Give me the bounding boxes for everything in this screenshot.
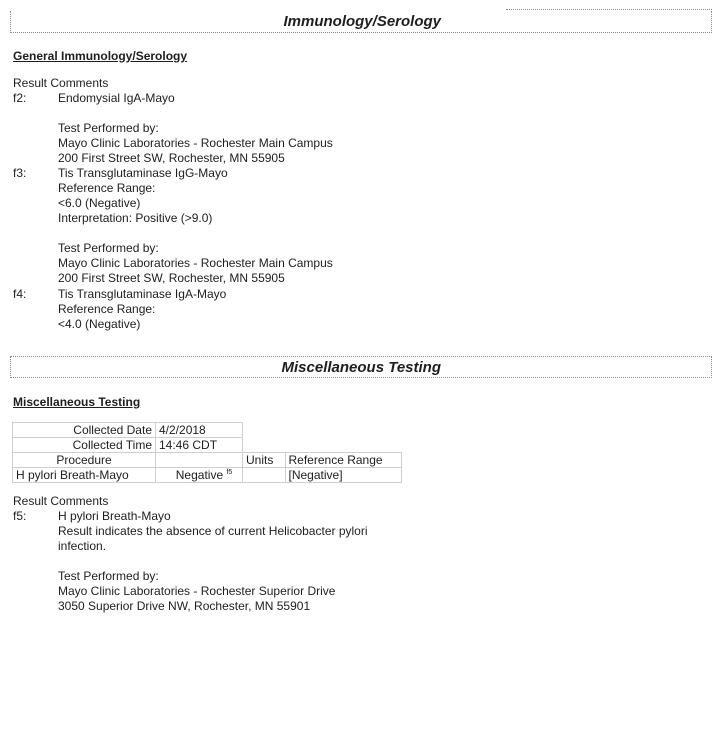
results-table — [12, 422, 402, 483]
collected-time-label: Collected Time — [13, 438, 156, 453]
column-header: Reference Range — [285, 453, 401, 468]
comment-line: 3050 Superior Drive NW, Rochester, MN 55901 — [58, 599, 311, 613]
comment-line: Reference Range: — [58, 181, 156, 195]
comment-line: infection. — [58, 539, 107, 553]
comment-line: Mayo Clinic Laboratories - Rochester Superior Drive — [58, 584, 336, 598]
comment-line: Test Performed by: — [58, 569, 159, 583]
section-title: Miscellaneous Testing — [281, 359, 441, 376]
footnote-tag: f5: — [13, 509, 27, 523]
subsection-title: Miscellaneous Testing — [13, 395, 141, 409]
comment-line: Test Performed by: — [58, 241, 159, 255]
procedure-cell: H pylori Breath-Mayo — [13, 468, 156, 483]
section-header-immunology — [10, 11, 712, 33]
collected-time-value: 14:46 CDT — [156, 438, 243, 453]
comment-line: <6.0 (Negative) — [58, 196, 141, 210]
comment-line: Reference Range: — [58, 302, 156, 316]
comment-line: 200 First Street SW, Rochester, MN 55905 — [58, 151, 285, 165]
footnote-ref: f5 — [226, 469, 233, 476]
result-cell — [156, 468, 243, 483]
subsection-title: General Immunology/Serology — [13, 49, 188, 63]
collected-date-value: 4/2/2018 — [156, 423, 243, 438]
collected-date-label: Collected Date — [13, 423, 156, 438]
footnote-tag: f3: — [13, 166, 27, 180]
result-comments-label: Result Comments — [13, 494, 109, 508]
reference-cell: [Negative] — [285, 468, 401, 483]
comment-line: Mayo Clinic Laboratories - Rochester Main Campus — [58, 136, 333, 150]
collected-time-row — [13, 438, 402, 453]
comment-line: Endomysial IgA-Mayo — [58, 91, 175, 105]
column-header: Procedure — [13, 453, 156, 468]
comment-line: H pylori Breath-Mayo — [58, 509, 171, 523]
footnote-tag: f2: — [13, 91, 27, 105]
result-value: Negative — [175, 468, 224, 482]
section-title: Immunology/Serology — [283, 13, 441, 30]
comment-line: Test Performed by: — [58, 121, 159, 135]
section-header-misc — [10, 356, 712, 378]
table-row — [13, 468, 402, 483]
comment-line: Mayo Clinic Laboratories - Rochester Main Campus — [58, 256, 333, 270]
result-comments-label: Result Comments — [13, 76, 109, 90]
collected-date-row — [13, 423, 402, 438]
comment-line: 200 First Street SW, Rochester, MN 55905 — [58, 271, 285, 285]
units-cell — [243, 468, 286, 483]
comment-line: <4.0 (Negative) — [58, 317, 141, 331]
table-header-row — [13, 453, 402, 468]
comment-line: Interpretation: Positive (>9.0) — [58, 211, 213, 225]
comment-line: Tis Transglutaminase IgA-Mayo — [58, 287, 227, 301]
footnote-tag: f4: — [13, 287, 27, 301]
comment-line: Tis Transglutaminase IgG-Mayo — [58, 166, 228, 180]
comment-line: Result indicates the absence of current Helicobacter pylori — [58, 524, 368, 538]
column-header — [156, 453, 243, 468]
column-header: Units — [243, 453, 286, 468]
